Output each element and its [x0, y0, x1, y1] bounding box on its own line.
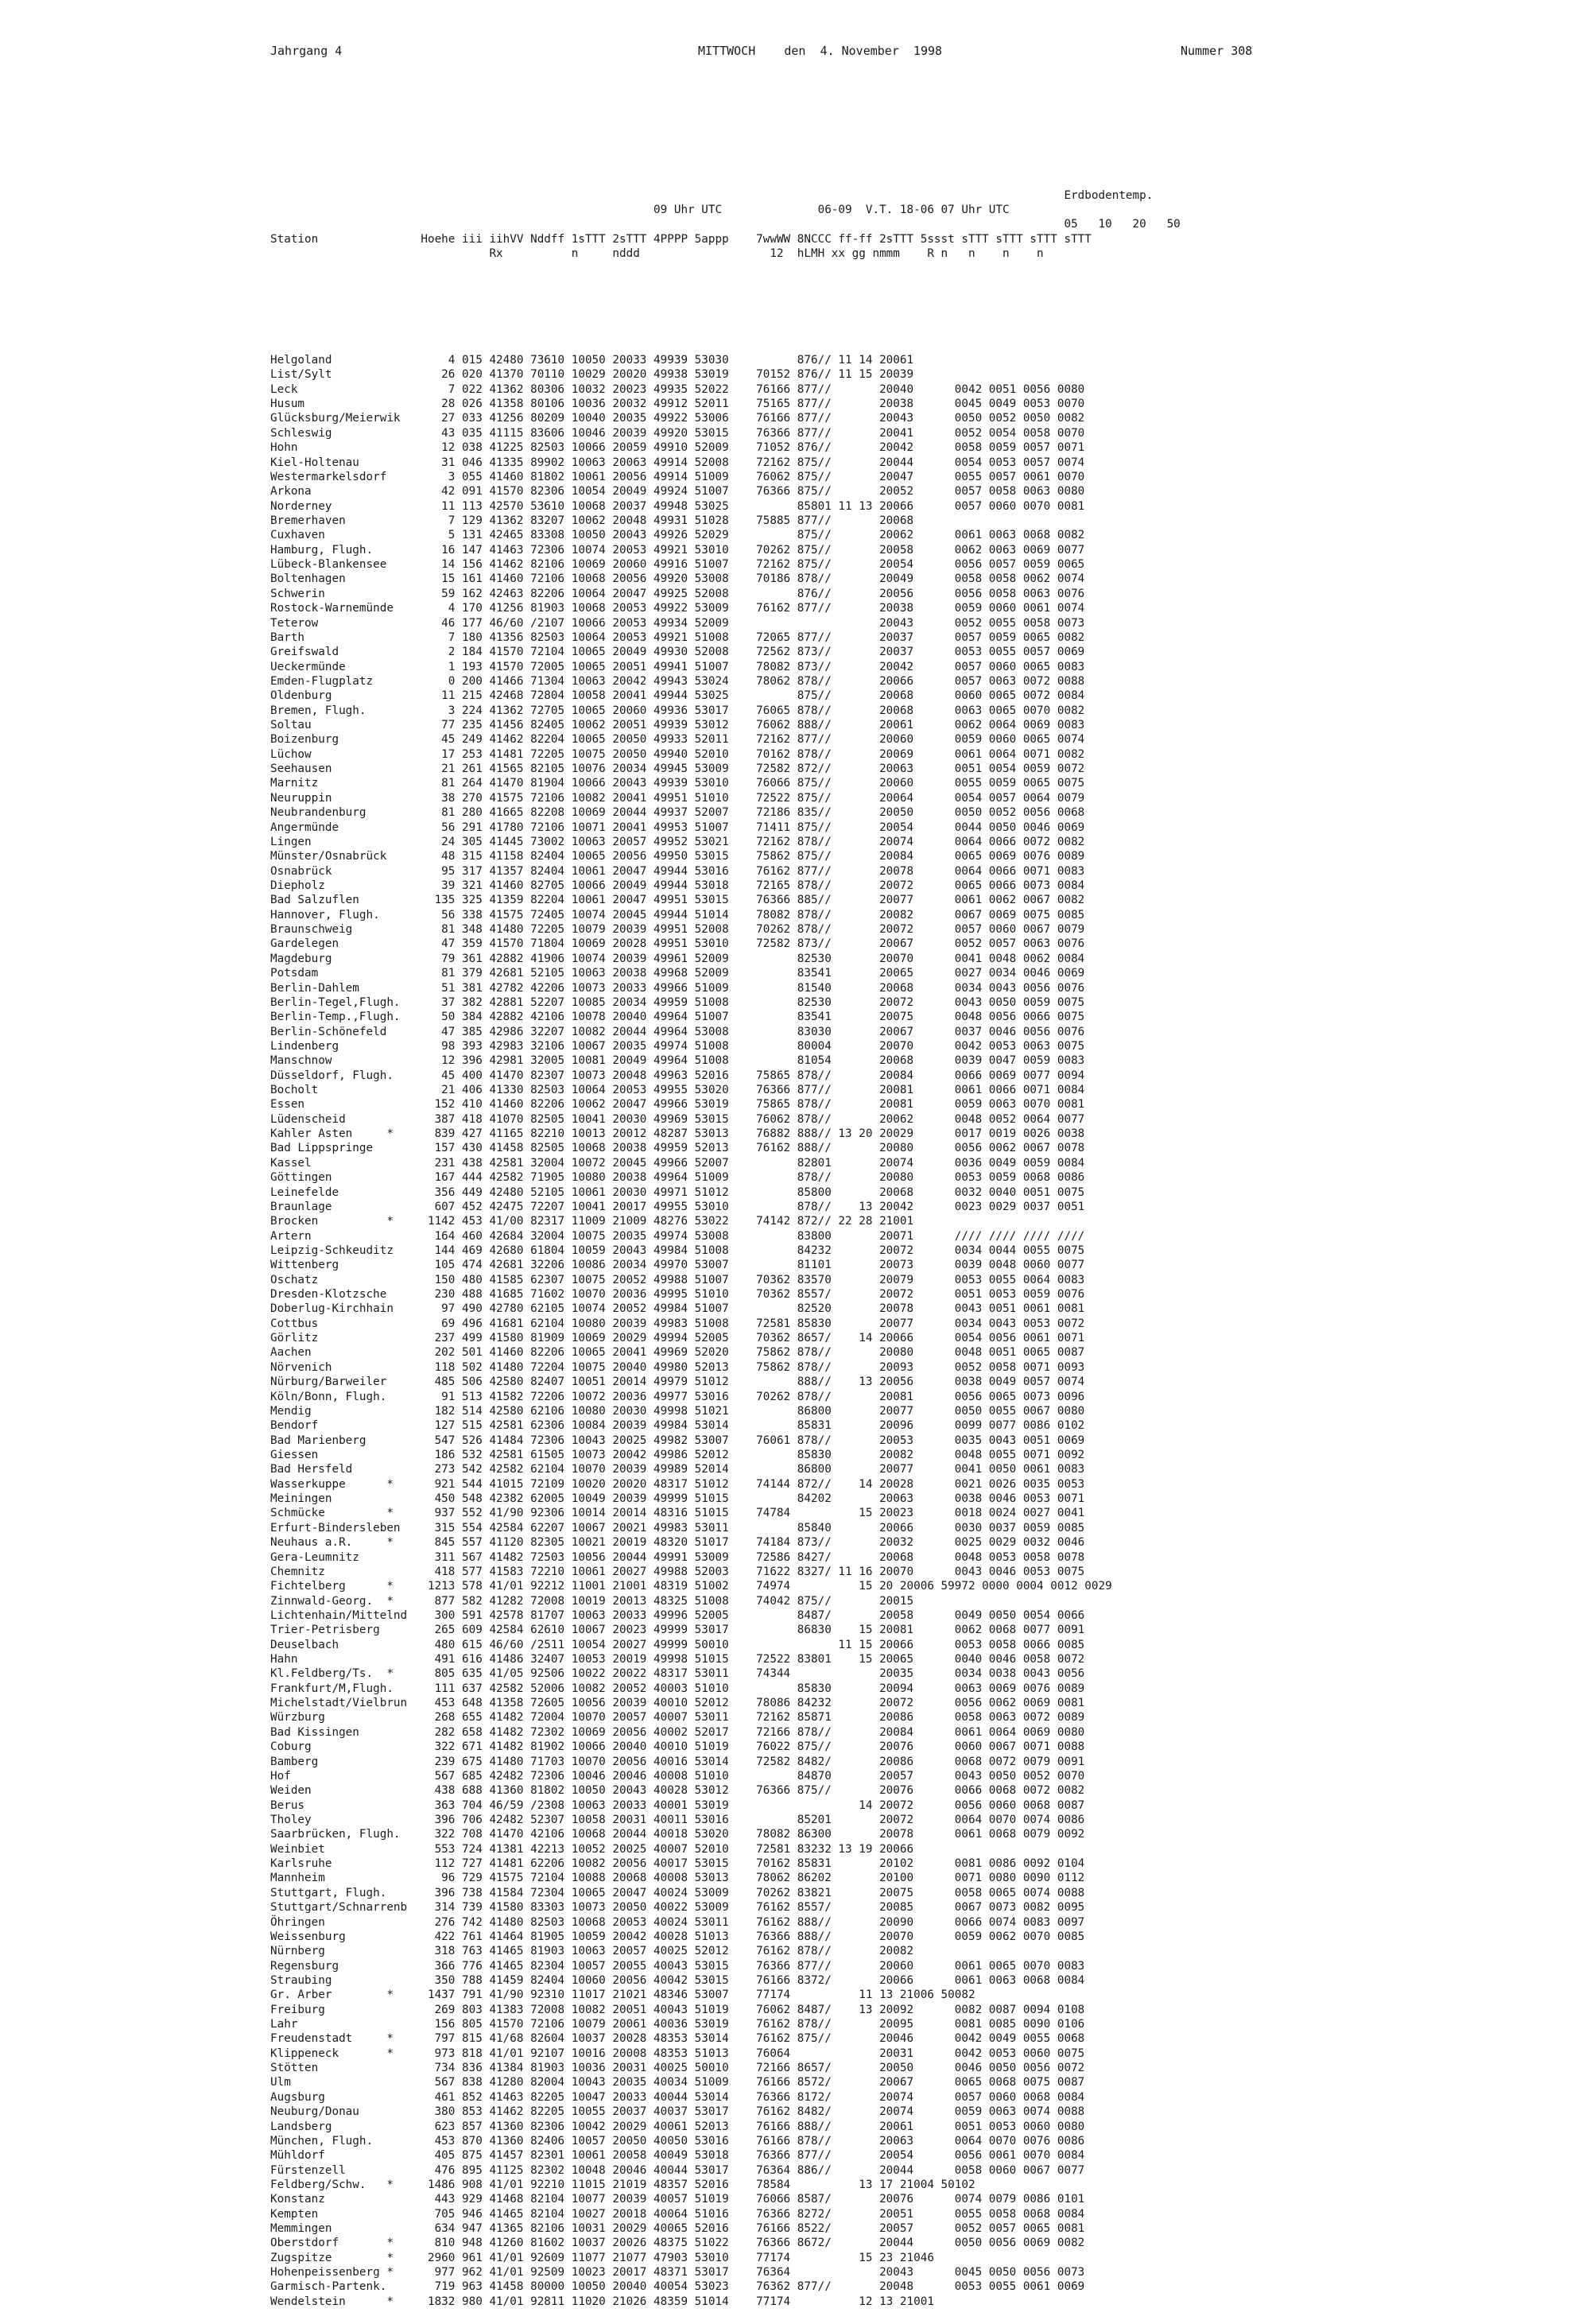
- table-row: Nürburg/Barweiler 485 506 42580 82407 10051 20014 49979 51012 888// 13 20056 0038 0049 0057 0074: [270, 1375, 1085, 1389]
- table-row: Neuburg/Donau 380 853 41462 82205 10055 20037 40037 53017 76162 8482/ 20074 0059 0063 0074 0088: [270, 2105, 1085, 2119]
- observation-table: [270, 159, 1181, 2324]
- table-row: Fichtelberg * 1213 578 41/01 92212 11001 21001 48319 51002 74974 15 20 20006 59972 0000 0004 0012 0029: [270, 1580, 1112, 1593]
- table-row: Potsdam 81 379 42681 52105 10063 20038 49968 52009 83541 20065 0027 0034 0046 0069: [270, 967, 1085, 980]
- table-row: Gr. Arber * 1437 791 41/90 92310 11017 21021 48346 53007 77174 11 13 21006 50082: [270, 1988, 975, 2002]
- table-row: Lübeck-Blankensee 14 156 41462 82106 10069 20060 49916 51007 72162 875// 20054 0056 0057 0059 0065: [270, 558, 1085, 572]
- table-row: Leinefelde 356 449 42480 52105 10061 20030 49971 51012 85800 20068 0032 0040 0051 0075: [270, 1185, 1085, 1199]
- table-row: Neuhaus a.R. * 845 557 41120 82305 10021 20019 48320 51017 74184 873// 20032 0025 0029 0032 0046: [270, 1536, 1085, 1550]
- table-row: Bad Lippspringe 157 430 41458 82505 10068 20038 49959 52013 76162 888// 20080 0056 0062 0067 0078: [270, 1142, 1085, 1155]
- table-row: Hannover, Flugh. 56 338 41575 72405 10074 20045 49944 51014 78082 878// 20082 0067 0069 0075 0085: [270, 908, 1085, 921]
- table-row: Westermarkelsdorf 3 055 41460 81802 10061 20056 49914 51009 76062 875// 20047 0055 0057 0061 0070: [270, 470, 1085, 483]
- table-row: Bad Hersfeld 273 542 42582 62104 10070 20039 49989 52014 86800 20077 0041 0050 0061 0083: [270, 1463, 1085, 1476]
- table-row: Coburg 322 671 41482 81902 10066 20040 40010 51019 76022 875// 20076 0060 0067 0071 0088: [270, 1740, 1085, 1754]
- table-row: Teterow 46 177 46/60 /2107 10066 20053 49934 52009 20043 0052 0055 0058 0073: [270, 616, 1085, 630]
- column-header-line: 05 10 20 50: [270, 218, 1181, 231]
- table-row: Hamburg, Flugh. 16 147 41463 72306 10074 20053 49921 53010 70262 875// 20058 0062 0063 0069 0077: [270, 543, 1085, 557]
- table-row: Gardelegen 47 359 41570 71804 10069 20028 49951 53010 72582 873// 20067 0052 0057 0063 0076: [270, 937, 1085, 951]
- table-row: Meiningen 450 548 42382 62005 10049 20039 49999 51015 84202 20063 0038 0046 0053 0071: [270, 1492, 1085, 1506]
- table-row: Stötten 734 836 41384 81903 10036 20031 40025 50010 72166 8657/ 20050 0046 0050 0056 0072: [270, 2062, 1085, 2075]
- table-row: Oschatz 150 480 41585 62307 10075 20052 49988 51007 70362 83570 20079 0053 0055 0064 0083: [270, 1273, 1085, 1286]
- table-row: Wendelstein * 1832 980 41/01 92811 11020 21026 48359 51014 77174 12 13 21001: [270, 2295, 934, 2308]
- table-row: Bocholt 21 406 41330 82503 10064 20053 49955 53020 76366 877// 20081 0061 0066 0071 0084: [270, 1084, 1085, 1097]
- table-row: Hahn 491 616 41486 32407 10053 20019 49998 51015 72522 83801 15 20065 0040 0046 0058 0072: [270, 1653, 1085, 1666]
- table-row: Soltau 77 235 41456 82405 10062 20051 49939 53012 76062 888// 20061 0062 0064 0069 0083: [270, 719, 1085, 732]
- column-header-line: Erdbodentemp.: [270, 188, 1154, 202]
- table-row: Würzburg 268 655 41482 72004 10070 20057 40007 53011 72162 85871 20086 0058 0063 0072 0089: [270, 1711, 1085, 1725]
- table-row: Öhringen 276 742 41480 82503 10068 20053 40024 53011 76162 888// 20090 0066 0074 0083 0097: [270, 1915, 1085, 1929]
- table-row: Boltenhagen 15 161 41460 72106 10068 20056 49920 53008 70186 878// 20049 0058 0058 0062 0074: [270, 572, 1085, 586]
- table-row: Essen 152 410 41460 82206 10062 20047 49966 53019 75865 878// 20081 0059 0063 0070 0081: [270, 1098, 1085, 1112]
- table-row: Bad Kissingen 282 658 41482 72302 10069 20056 40002 52017 72166 878// 20084 0061 0064 0069 0080: [270, 1725, 1085, 1739]
- table-row: Konstanz 443 929 41468 82104 10077 20039 40057 51019 76066 8587/ 20076 0074 0079 0086 0101: [270, 2193, 1085, 2206]
- table-row: Hohenpeissenberg * 977 962 41/01 92509 10023 20017 48371 53017 76364 20043 0045 0050 0056 0073: [270, 2266, 1085, 2279]
- table-row: Garmisch-Partenk. 719 963 41458 80000 10050 20040 40054 53023 76362 877// 20048 0053 0055 0061 0069: [270, 2280, 1085, 2294]
- table-row: Berlin-Dahlem 51 381 42782 42206 10073 20033 49966 51009 81540 20068 0034 0043 0056 0076: [270, 981, 1085, 995]
- table-row: Klippeneck * 973 818 41/01 92107 10016 20008 48353 51013 76064 20031 0042 0053 0060 0075: [270, 2047, 1085, 2060]
- table-row: Oldenburg 11 215 42468 72804 10058 20041 49944 53025 875// 20068 0060 0065 0072 0084: [270, 689, 1085, 703]
- table-row: Landsberg 623 857 41360 82306 10042 20029 40061 52013 76166 888// 20061 0051 0053 0060 0080: [270, 2120, 1085, 2133]
- table-row: Manschnow 12 396 42981 32005 10081 20049 49964 51008 81054 20068 0039 0047 0059 0083: [270, 1054, 1085, 1068]
- table-row: Dresden-Klotzsche 230 488 41685 71602 10070 20036 49995 51010 70362 8557/ 20072 0051 0053 0059 0076: [270, 1288, 1085, 1302]
- table-row: Oberstdorf * 810 948 41260 81602 10037 20026 48375 51022 76366 8672/ 20044 0050 0056 0069 0082: [270, 2237, 1085, 2250]
- table-row: Saarbrücken, Flugh. 322 708 41470 42106 10068 20044 40018 53020 78082 86300 20078 0061 0068 0079 0092: [270, 1828, 1085, 1841]
- table-row: Ueckermünde 1 193 41570 72005 10065 20051 49941 51007 78082 873// 20042 0057 0060 0065 0083: [270, 660, 1085, 673]
- table-row: Greifswald 2 184 41570 72104 10065 20049 49930 52008 72562 873// 20037 0053 0055 0057 0069: [270, 646, 1085, 659]
- table-row: Bendorf 127 515 42581 62306 10084 20039 49984 53014 85831 20096 0099 0077 0086 0102: [270, 1419, 1085, 1433]
- table-row: Hof 567 685 42482 72306 10046 20046 40008 51010 84870 20057 0043 0050 0052 0070: [270, 1769, 1085, 1783]
- table-row: Mendig 182 514 42580 62106 10080 20030 49998 51021 86800 20077 0050 0055 0067 0080: [270, 1404, 1085, 1418]
- table-row: Trier-Petrisberg 265 609 42584 62610 10067 20023 49999 53017 86830 15 20081 0062 0068 0077 0091: [270, 1624, 1085, 1637]
- table-row: Braunschweig 81 348 41480 72205 10079 20039 49951 52008 70262 878// 20072 0057 0060 0067 0079: [270, 923, 1085, 937]
- table-row: Weissenburg 422 761 41464 81905 10059 20042 40028 51013 76366 888// 20070 0059 0062 0070 0085: [270, 1930, 1085, 1943]
- table-row: Straubing 350 788 41459 82404 10060 20056 40042 53015 76166 8372/ 20066 0061 0063 0068 0084: [270, 1973, 1085, 1987]
- table-row: Köln/Bonn, Flugh. 91 513 41582 72206 10072 20036 49977 53016 70262 878// 20081 0056 0065 0073 0096: [270, 1390, 1085, 1403]
- table-row: Leck 7 022 41362 80306 10032 20023 49935 52022 76166 877// 20040 0042 0051 0056 0080: [270, 382, 1085, 396]
- table-row: Doberlug-Kirchhain 97 490 42780 62105 10074 20052 49984 51007 82520 20078 0043 0051 0061 0081: [270, 1302, 1085, 1316]
- table-row: Neuruppin 38 270 41575 72106 10082 20041 49951 51010 72522 875// 20064 0054 0057 0064 0079: [270, 791, 1085, 805]
- table-row: Göttingen 167 444 42582 71905 10080 20038 49964 51009 878// 20080 0053 0059 0068 0086: [270, 1171, 1085, 1185]
- table-row: Diepholz 39 321 41460 82705 10066 20049 49944 53018 72165 878// 20072 0065 0066 0073 0084: [270, 879, 1085, 892]
- header-right: Nummer 308: [1181, 44, 1253, 58]
- table-row: Marnitz 81 264 41470 81904 10066 20043 49939 53010 76066 875// 20060 0055 0059 0065 0075: [270, 777, 1085, 790]
- table-row: Zugspitze * 2960 961 41/01 92609 11077 21077 47903 53010 77174 15 23 21046: [270, 2251, 934, 2264]
- table-row: Hohn 12 038 41225 82503 10066 20059 49910 52009 71052 876// 20042 0058 0059 0057 0071: [270, 441, 1085, 455]
- table-row: Chemnitz 418 577 41583 72210 10061 20027 49988 52003 71622 8327/ 11 16 20070 0043 0046 0053 0075: [270, 1565, 1085, 1578]
- table-row: Helgoland 4 015 42480 73610 10050 20033 49939 53030 876// 11 14 20061: [270, 354, 914, 367]
- table-row: Bamberg 239 675 41480 71703 10070 20056 40016 53014 72582 8482/ 20086 0068 0072 0079 0091: [270, 1755, 1085, 1768]
- table-row: Glücksburg/Meierwik 27 033 41256 80209 10040 20035 49922 53006 76166 877// 20043 0050 0052 0050 0082: [270, 412, 1085, 425]
- table-row: Aachen 202 501 41460 82206 10065 20041 49969 52020 75862 878// 20080 0048 0051 0065 0087: [270, 1346, 1085, 1360]
- table-row: Freiburg 269 803 41383 72008 10082 20051 40043 51019 76062 8487/ 13 20092 0082 0087 0094 0108: [270, 2003, 1085, 2016]
- table-row: Lingen 24 305 41445 73002 10063 20057 49952 53021 72162 878// 20074 0064 0066 0072 0082: [270, 835, 1085, 848]
- table-row: Düsseldorf, Flugh. 45 400 41470 82307 10073 20048 49963 52016 75865 878// 20084 0066 0069 0077 0094: [270, 1069, 1085, 1082]
- table-row: Weiden 438 688 41360 81802 10050 20043 40028 53012 76366 875// 20076 0066 0068 0072 0082: [270, 1784, 1085, 1798]
- table-row: Fürstenzell 476 895 41125 82302 10048 20046 40044 53017 76364 886// 20044 0058 0060 0067 0077: [270, 2163, 1085, 2177]
- table-row: Neubrandenburg 81 280 41665 82208 10069 20044 49937 52007 72186 835// 20050 0050 0052 0056 0068: [270, 806, 1085, 820]
- table-row: Wasserkuppe * 921 544 41015 72109 10020 20020 48317 51012 74144 872// 14 20028 0021 0026 0035 0053: [270, 1477, 1085, 1491]
- table-row: Gera-Leumnitz 311 567 41482 72503 10056 20044 49991 53009 72586 8427/ 20068 0048 0053 0058 0078: [270, 1550, 1085, 1564]
- table-row: Giessen 186 532 42581 61505 10073 20042 49986 52012 85830 20082 0048 0055 0071 0092: [270, 1449, 1085, 1461]
- table-row: Magdeburg 79 361 42882 41906 10074 20039 49961 52009 82530 20070 0041 0048 0062 0084: [270, 952, 1085, 965]
- table-row: Kahler Asten * 839 427 41165 82210 10013 20012 48287 53013 76882 888// 13 20 20029 0017 0019 0026 0038: [270, 1127, 1085, 1141]
- table-row: Freudenstadt * 797 815 41/68 82604 10037 20028 48353 53014 76162 875// 20046 0042 0049 0055 0068: [270, 2032, 1085, 2046]
- table-row: Zinnwald-Georg. * 877 582 41282 72008 10019 20013 48325 51008 74042 875// 20015: [270, 1594, 914, 1608]
- table-row: Norderney 11 113 42570 53610 10068 20037 49948 53025 85801 11 13 20066 0057 0060 0070 0081: [270, 499, 1085, 513]
- table-row: Emden-Flugplatz 0 200 41466 71304 10063 20042 49943 53024 78062 878// 20066 0057 0063 0072 0088: [270, 674, 1085, 688]
- header-spacer: [270, 290, 1181, 324]
- column-header-line: Station Hoehe iii iihVV Nddff 1sTTT 2sTTT 4PPPP 5appp 7wwWW 8NCCC ff-ff 2sTTT 5ssst sTTT sTTT sTTT sTTT: [270, 232, 1092, 246]
- table-row: Wittenberg 105 474 42681 32206 10086 20034 49970 53007 81101 20073 0039 0048 0060 0077: [270, 1259, 1085, 1272]
- table-row: Lüchow 17 253 41481 72205 10075 20050 49940 52010 70162 878// 20069 0061 0064 0071 0082: [270, 747, 1085, 761]
- table-row: Seehausen 21 261 41565 82105 10076 20034 49945 53009 72582 872// 20063 0051 0054 0059 0072: [270, 762, 1085, 776]
- table-row: Husum 28 026 41358 80106 10036 20032 49912 52011 75165 877// 20038 0045 0049 0053 0070: [270, 398, 1085, 411]
- table-row: Kempten 705 946 41465 82104 10027 20018 40064 51016 76366 8272/ 20051 0055 0058 0068 0084: [270, 2207, 1085, 2221]
- column-header-line: Rx n nddd 12 hLMH xx gg nmmm R n n n n: [270, 247, 1044, 261]
- table-row: Lichtenhain/Mittelnd 300 591 42578 81707 10063 20033 49996 52005 8487/ 20058 0049 0050 0054 0066: [270, 1608, 1085, 1622]
- table-row: Deuselbach 480 615 46/60 /2511 10054 20027 49999 50010 11 15 20066 0053 0058 0066 0085: [270, 1638, 1085, 1651]
- table-row: Ulm 567 838 41280 82004 10043 20035 40034 51009 76166 8572/ 20067 0065 0068 0075 0087: [270, 2076, 1085, 2089]
- table-row: Leipzig-Schkeuditz 144 469 42680 61804 10059 20043 49984 51008 84232 20072 0034 0044 0055 0075: [270, 1243, 1085, 1257]
- table-row: Lahr 156 805 41570 72106 10079 20061 40036 53019 76162 878// 20095 0081 0085 0090 0106: [270, 2018, 1085, 2031]
- table-row: Rostock-Warnemünde 4 170 41256 81903 10068 20053 49922 53009 76162 877// 20038 0059 0060 0061 0074: [270, 602, 1085, 615]
- table-row: Augsburg 461 852 41463 82205 10047 20033 40044 53014 76366 8172/ 20074 0057 0060 0068 0084: [270, 2090, 1085, 2104]
- table-row: Bad Salzuflen 135 325 41359 82204 10061 20047 49951 53015 76366 885// 20077 0061 0062 0067 0082: [270, 894, 1085, 907]
- table-row: Stuttgart, Flugh. 396 738 41584 72304 10065 20047 40024 53009 70262 83821 20075 0058 0065 0074 0088: [270, 1886, 1085, 1899]
- table-row: Münster/Osnabrück 48 315 41158 82404 10065 20056 49950 53015 75862 875// 20084 0065 0069 0076 0089: [270, 850, 1085, 863]
- table-row: Feldberg/Schw. * 1486 908 41/01 92210 11015 21019 48357 52016 78584 13 17 21004 50102: [270, 2178, 975, 2191]
- table-row: Kl.Feldberg/Ts. * 805 635 41/05 92506 10022 20022 48317 53011 74344 20035 0034 0038 0043 0056: [270, 1667, 1085, 1681]
- table-body: [270, 353, 1181, 2309]
- table-row: Bad Marienberg 547 526 41484 72306 10043 20025 49982 53007 76061 878// 20053 0035 0043 0051 0069: [270, 1434, 1085, 1447]
- table-row: List/Sylt 26 020 41370 70110 10029 20020 49938 53019 70152 876// 11 15 20039: [270, 368, 914, 382]
- table-row: Osnabrück 95 317 41357 82404 10061 20047 49944 53016 76162 877// 20078 0064 0066 0071 0083: [270, 864, 1085, 878]
- table-row: Boizenburg 45 249 41462 82204 10065 20050 49933 52011 72162 877// 20060 0059 0060 0065 0074: [270, 733, 1085, 747]
- table-row: Kassel 231 438 42581 32004 10072 20045 49966 52007 82801 20074 0036 0049 0059 0084: [270, 1156, 1085, 1170]
- table-row: Bremen, Flugh. 3 224 41362 72705 10065 20060 49936 53017 76065 878// 20068 0063 0065 0070 0082: [270, 704, 1085, 717]
- table-row: Karlsruhe 112 727 41481 62206 10082 20056 40017 53015 70162 85831 20102 0081 0086 0092 0104: [270, 1857, 1085, 1871]
- table-row: Cottbus 69 496 41681 62104 10080 20039 49983 51008 72581 85830 20077 0034 0043 0053 0072: [270, 1317, 1085, 1330]
- table-row: Bremerhaven 7 129 41362 83207 10062 20048 49931 51028 75885 877// 20068: [270, 514, 914, 527]
- table-row: Angermünde 56 291 41780 72106 10071 20041 49953 51007 71411 875// 20054 0044 0050 0046 0069: [270, 821, 1085, 834]
- table-row: München, Flugh. 453 870 41360 82406 10057 20050 40050 53016 76166 878// 20063 0064 0070 0076 0086: [270, 2134, 1085, 2147]
- table-row: Berlin-Tegel,Flugh. 37 382 42881 52207 10085 20034 49959 51008 82530 20072 0043 0050 0059 0075: [270, 995, 1085, 1009]
- table-row: Berus 363 704 46/59 /2308 10063 20033 40001 53019 14 20072 0056 0060 0068 0087: [270, 1798, 1085, 1812]
- table-row: Brocken * 1142 453 41/00 82317 11009 21009 48276 53022 74142 872// 22 28 21001: [270, 1215, 914, 1228]
- table-row: Tholey 396 706 42482 52307 10058 20031 40011 53016 85201 20072 0064 0070 0074 0086: [270, 1813, 1085, 1826]
- table-row: Mannheim 96 729 41575 72104 10088 20068 40008 53013 78062 86202 20100 0071 0080 0090 0112: [270, 1872, 1085, 1885]
- header-center: MITTWOCH den 4. November 1998: [698, 44, 943, 58]
- table-row: Arkona 42 091 41570 82306 10054 20049 49924 51007 76366 875// 20052 0057 0058 0063 0080: [270, 485, 1085, 499]
- table-row: Artern 164 460 42684 32004 10075 20035 49974 53008 83800 20071 //// //// //// ////: [270, 1229, 1085, 1243]
- table-row: Mühldorf 405 875 41457 82301 10061 20058 40049 53018 76366 877// 20054 0056 0061 0070 0084: [270, 2149, 1085, 2163]
- column-header: [270, 188, 1181, 262]
- table-row: Braunlage 607 452 42475 72207 10041 20017 49955 53010 878// 13 20042 0023 0029 0037 0051: [270, 1200, 1085, 1213]
- table-row: Nörvenich 118 502 41480 72204 10075 20040 49980 52013 75862 878// 20093 0052 0058 0071 0093: [270, 1360, 1085, 1374]
- column-header-line: 09 Uhr UTC 06-09 V.T. 18-06 07 Uhr UTC: [270, 204, 1010, 217]
- table-row: Lüdenscheid 387 418 41070 82505 10041 20030 49969 53015 76062 878// 20062 0048 0052 0064 0077: [270, 1112, 1085, 1126]
- table-row: Schmücke * 937 552 41/90 92306 10014 20014 48316 51015 74784 15 20023 0018 0024 0027 0041: [270, 1507, 1085, 1520]
- table-row: Nürnberg 318 763 41465 81903 10063 20057 40025 52012 76162 878// 20082: [270, 1945, 914, 1958]
- table-row: Schleswig 43 035 41115 83606 10046 20039 49920 53015 76366 877// 20041 0052 0054 0058 0070: [270, 426, 1085, 440]
- header-left: Jahrgang 4: [270, 44, 343, 58]
- table-row: Michelstadt/Vielbrun 453 648 41358 72605 10056 20039 40010 52012 78086 84232 20072 0056 0062 0069 0081: [270, 1697, 1085, 1710]
- table-row: Barth 7 180 41356 82503 10064 20053 49921 51008 72065 877// 20037 0057 0059 0065 0082: [270, 630, 1085, 644]
- table-row: Kiel-Holtenau 31 046 41335 89902 10063 20063 49914 52008 72162 875// 20044 0054 0053 0057 0074: [270, 456, 1085, 469]
- table-row: Frankfurt/M,Flugh. 111 637 42582 52006 10082 20052 40003 51010 85830 20094 0063 0069 0076 0089: [270, 1682, 1085, 1695]
- table-row: Berlin-Temp.,Flugh. 50 384 42882 42106 10078 20040 49964 51007 83541 20075 0048 0056 0066 0075: [270, 1011, 1085, 1024]
- table-row: Berlin-Schönefeld 47 385 42986 32207 10082 20044 49964 53008 83030 20067 0037 0046 0056 0076: [270, 1025, 1085, 1038]
- table-row: Cuxhaven 5 131 42465 83308 10050 20043 49926 52029 875// 20062 0061 0063 0068 0082: [270, 529, 1085, 542]
- table-row: Görlitz 237 499 41580 81909 10069 20029 49994 52005 70362 8657/ 14 20066 0054 0056 0061 0071: [270, 1332, 1085, 1345]
- table-row: Erfurt-Bindersleben 315 554 42584 62207 10067 20021 49983 53011 85840 20066 0030 0037 0059 0085: [270, 1521, 1085, 1534]
- table-row: Memmingen 634 947 41365 82106 10031 20029 40065 52016 76166 8522/ 20057 0052 0057 0065 0081: [270, 2222, 1085, 2236]
- table-row: Stuttgart/Schnarrenb 314 739 41580 83303 10073 20050 40022 53009 76162 8557/ 20085 0067 0073 0082 0095: [270, 1901, 1085, 1915]
- table-row: Weinbiet 553 724 41381 42213 10052 20025 40007 52010 72581 83232 13 19 20066: [270, 1842, 914, 1856]
- table-row: Regensburg 366 776 41465 82304 10057 20055 40043 53015 76366 877// 20060 0061 0065 0070 0083: [270, 1959, 1085, 1973]
- table-row: Schwerin 59 162 42463 82206 10064 20047 49925 52008 876// 20056 0056 0058 0063 0076: [270, 587, 1085, 600]
- table-row: Lindenberg 98 393 42983 32106 10067 20035 49974 51008 80004 20070 0042 0053 0063 0075: [270, 1039, 1085, 1053]
